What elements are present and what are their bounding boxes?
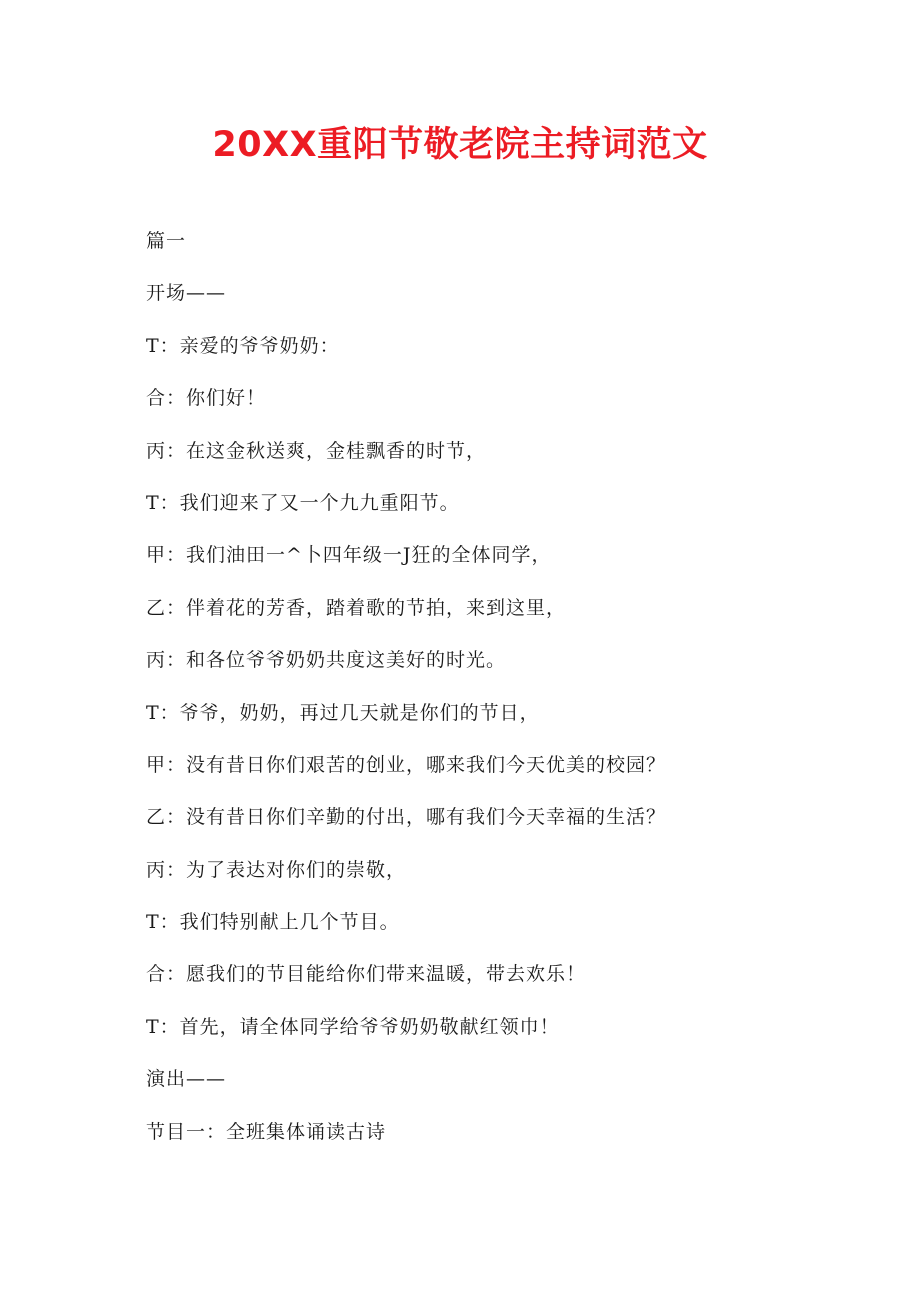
script-line: 乙：没有昔日你们辛勤的付出，哪有我们今天幸福的生活？: [146, 806, 667, 829]
script-line: T：我们特别献上几个节目。: [146, 911, 400, 934]
document-body: [146, 226, 846, 1169]
script-line: 丙：为了表达对你们的崇敬，: [146, 858, 407, 881]
segment-label-opening: 开场——: [146, 282, 227, 305]
script-line: T：我们迎来了又一个九九重阳节。: [146, 491, 460, 514]
script-line: T：亲爱的爷爷奶奶：: [146, 334, 340, 357]
script-line: 丙：和各位爷爷奶奶共度这美好的时光。: [146, 649, 507, 672]
script-line: T：首先，请全体同学给爷爷奶奶敬献红领巾！: [146, 1015, 560, 1038]
script-line: 乙：伴着花的芳香，踏着歌的节拍，来到这里，: [146, 596, 567, 619]
script-line: T：爷爷，奶奶，再过几天就是你们的节日，: [146, 701, 540, 724]
section-heading: 篇一: [146, 230, 187, 252]
script-line: 合：愿我们的节目能给你们带来温暖，带去欢乐！: [146, 963, 587, 986]
program-item: 节目一：全班集体诵读古诗: [146, 1120, 387, 1143]
script-line: 合：你们好！: [146, 387, 267, 410]
script-line: 丙：在这金秋送爽，金桂飘香的时节，: [146, 439, 487, 462]
script-line: 甲：我们油田一^卜四年级一J狂的全体同学，: [146, 544, 552, 567]
script-line: 甲：没有昔日你们艰苦的创业，哪来我们今天优美的校园？: [146, 753, 667, 776]
document-title: 20XX重阳节敬老院主持词范文: [212, 125, 708, 165]
segment-label-performance: 演出——: [146, 1068, 227, 1091]
